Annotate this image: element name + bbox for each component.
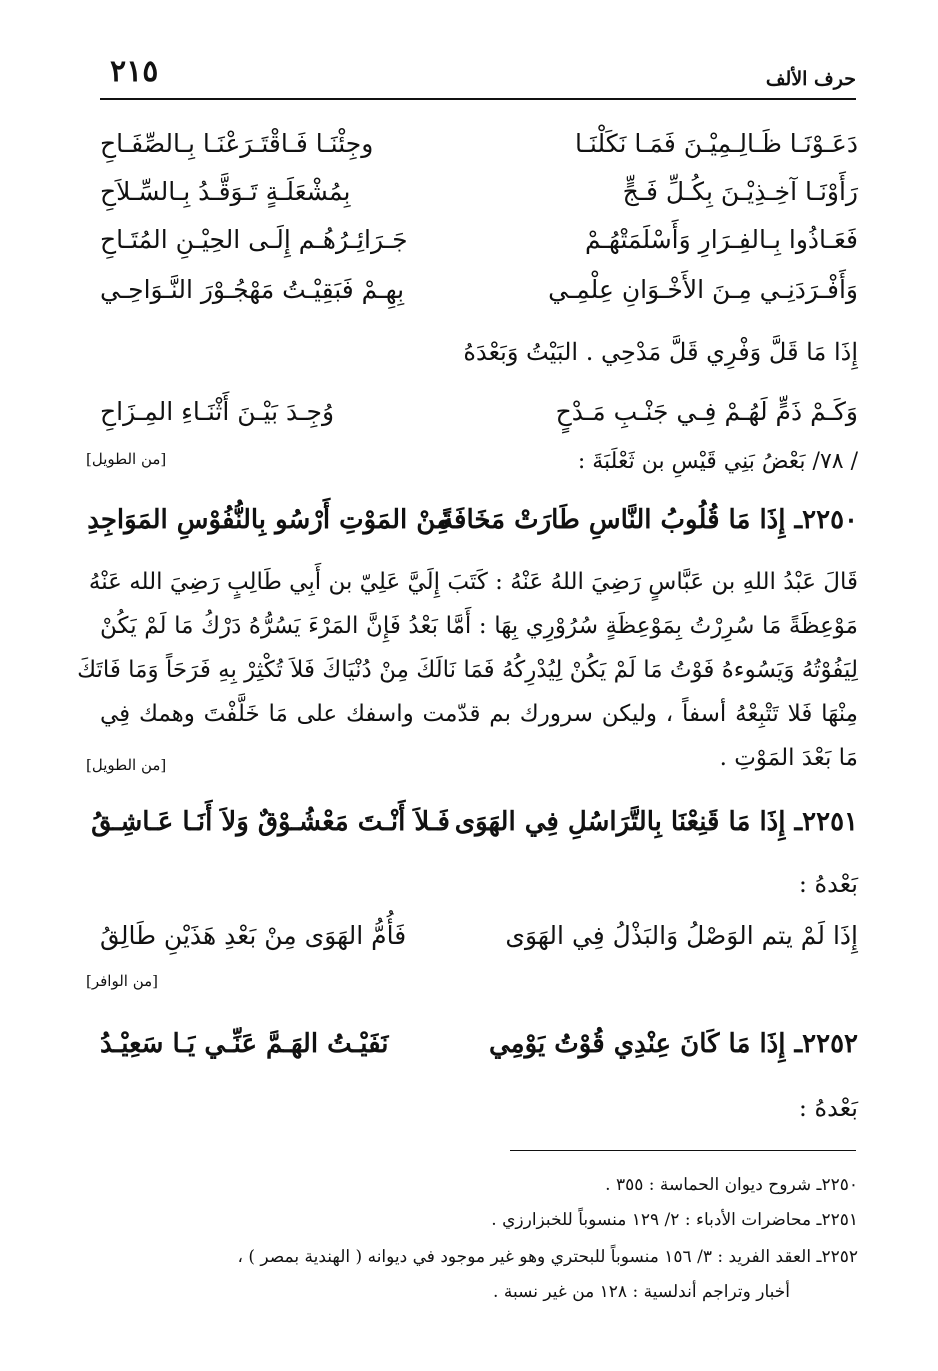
first-hemistich: إِذَا لَمْ يتم الوَصْلُ وَالبَذْلُ فِي الهَوَى (505, 921, 858, 950)
meter-label: [من الطويل] (86, 450, 167, 468)
page-number: ٢١٥ (110, 54, 159, 89)
prose-paragraph (77, 560, 858, 780)
first-hemistich: وَكَـمْ ذَمٍّ لَهُـمْ فِـي جَنْـبِ مَـدْحٍ (555, 397, 858, 426)
verse-row (100, 218, 858, 262)
prose-line: مِنْهَا فَلا تَتْبِعْهُ أسفاً ، وليكن سرورك بم قدّمت واسفك على مَا خَلَّفْتَ وهمك فِي (100, 701, 858, 727)
second-hemistich: جَـرَائِـرُهُـم إِلَـى الحِيْـنِ المُتَـاحِ (100, 225, 408, 254)
second-hemistich: فَأُمُّ الهَوَى مِنْ بَعْدِ هَذَيْنِ طَالِقُ (100, 921, 407, 950)
verse-2251 (91, 800, 858, 844)
second-hemistich: بِمُشْعَلَـةٍ تَـوَقَّـدُ بِـالسِّـلاَحِ (100, 177, 351, 206)
second-hemistich: وجِئْنَـا فَـاقْتَـرَعْنَـا بِـالصِّفَـاحِ (100, 129, 374, 158)
attribution-line: / ٧٨/ بَعْضُ بَنِي قَيْسِ بن ثَعْلَبَةَ : (577, 449, 858, 474)
second-hemistich: وُجِـدَ بَيْـنَ أَثْنَـاءِ المِـزَاحِ (100, 397, 335, 426)
prose-line: مَوْعِظَةً مَا سُرِرْتُ بِمَوْعِظَةٍ سُرُوْرِي بِهَا : أَمَّا بَعْدُ فَإِنَّ المَرْءَ يَسُرُّهُ دَرْكُ مَا لَمْ يَكُنْ (100, 613, 858, 639)
verse-row (100, 122, 858, 166)
second-hemistich: بِهِـمْ فَبَقِيْـتُ مَهْجُـوْرَ النَّـوَاحِـي (100, 275, 405, 304)
first-hemistich: رَأَوْنَـا آخِـذِيْـنَ بِكُـلِّ فَـجٍّ (622, 177, 858, 206)
prose-line: إِذَا مَا قَلَّ وَفْرِي قَلَّ مَدْحِي . البَيْتُ وَبَعْدَهُ (463, 338, 858, 366)
prose-line: بَعْدهُ : (798, 870, 858, 898)
verse-row (100, 170, 858, 214)
prose-line: قَالَ عَبْدُ اللهِ بن عَبَّاسٍ رَضِيَ اللهُ عَنْهُ : كَتَبَ إِلَيَّ عَلِيّ بن أَبِي طَالِبٍ رَضِيَ الله عَنْهُ (88, 569, 858, 595)
first-hemistich: فَعَـاذُوا بِـالفِـرَارِ وَأَسْلَمَتْهُـمْ (584, 225, 858, 254)
first-hemistich: وَأَفْـرَدَنِـي مِـنَ الأَخْـوَانِ عِلْمِـي (548, 275, 858, 304)
first-hemistich: ٢٢٥١ـ إِذَا مَا قَنِعْنَا بِالتَّرَاسُلِ فِي الهَوَى (454, 807, 858, 837)
footnote: أخبار وتراجم أندلسية : ١٢٨ من غير نسبة . (493, 1282, 790, 1302)
second-hemistich: نَفَيْـتُ الهَـمَّ عَنِّـي يَـا سَعِيْـدُ (100, 1029, 389, 1059)
header-rule (100, 98, 856, 100)
chapter-title: حرف الألف (765, 68, 856, 90)
verse-row (100, 914, 858, 958)
footnote: ٢٢٥٢ـ العقد الفريد : ٣/ ١٥٦ منسوباً للبحتري وهو غير موجود في ديوانه ( الهندية بمصر ) ، (237, 1247, 858, 1267)
verse-2250 (87, 498, 858, 542)
second-hemistich: مِنْ المَوْتِ أَرْسُو بِالنُّفُوْسِ المَوَاجِدِ (87, 505, 450, 535)
meter-label: [من الطويل] (86, 756, 167, 774)
first-hemistich: دَعَـوْنَـا ظَـالِـمِيْـنَ فَمَـا نَكَلْنَـا (574, 129, 858, 158)
prose-line: بَعْدهُ : (798, 1094, 858, 1122)
footnote: ٢٢٥١ـ محاضرات الأدباء : ٢/ ١٢٩ منسوباً للخبزارزي . (491, 1210, 858, 1230)
prose-line: لِيَفُوْتُهُ وَيَسُوءهُ فَوْتُ مَا لَمْ يَكُنْ لِيُدْرِكُهُ فَمَا نَالَكَ مِنْ دُنْيَاكَ فَلاَ تُكْثِرْ بِهِ فَرَحَاً وَمَا فَاتَكَ (77, 657, 858, 683)
prose-line: مَا بَعْدَ المَوْتِ . (719, 745, 858, 771)
first-hemistich: ٢٢٥٠ـ إِذَا مَا قُلُوبُ النَّاسِ طَارَتْ مَخَافَةً (440, 505, 858, 535)
verse-row (100, 268, 858, 312)
footnote-rule (510, 1150, 856, 1151)
meter-label: [من الوافر] (86, 972, 159, 990)
first-hemistich: ٢٢٥٢ـ إِذَا مَا كَانَ عِنْدِي قُوْتُ يَوْمِي (488, 1029, 858, 1059)
verse-2252 (100, 1022, 858, 1066)
second-hemistich: فَـلاَ أَنْـتَ مَعْشُـوْقٌ وَلاَ أَنَـا عَـاشِـقُ (91, 807, 450, 837)
verse-row (100, 390, 858, 434)
footnote: ٢٢٥٠ـ شروح ديوان الحماسة : ٣٥٥ . (605, 1175, 858, 1195)
